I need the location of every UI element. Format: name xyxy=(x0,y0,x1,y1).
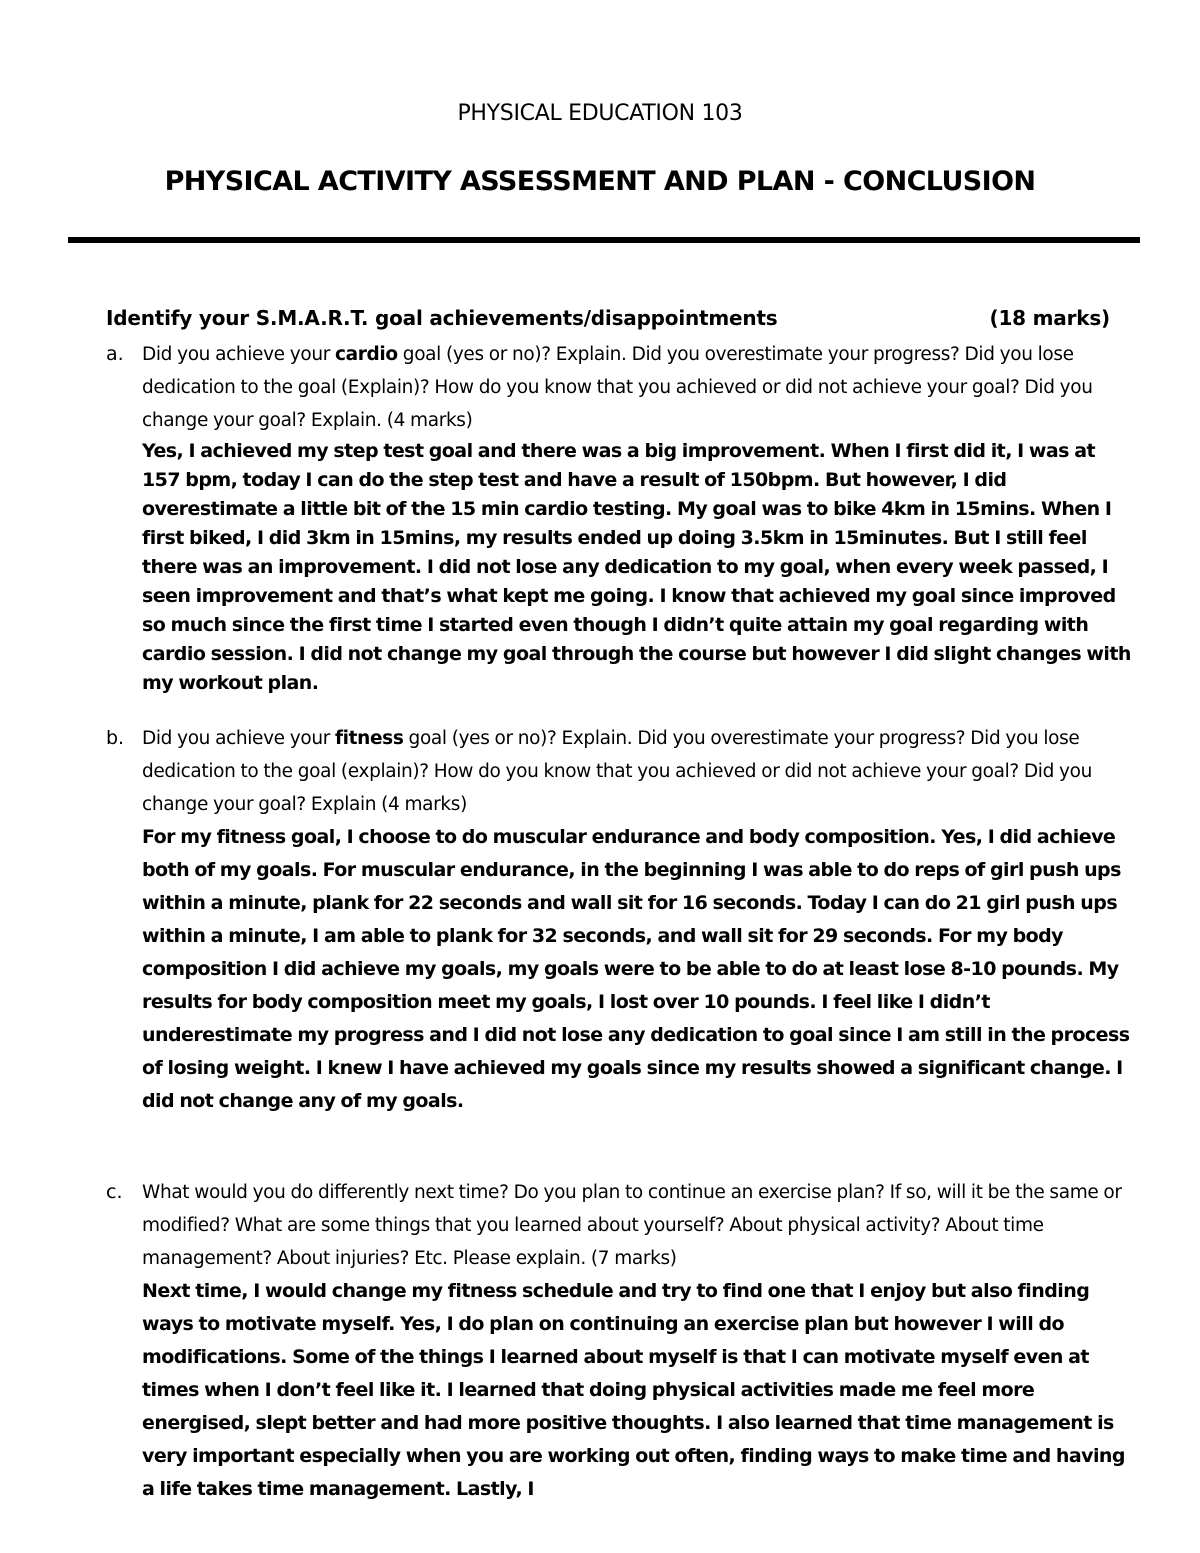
question-text xyxy=(142,722,1136,821)
answer-text: Yes, I achieved my step test goal and there was a big improvement. When I first did it, I was at 157 bpm, today I can do the step test and have a result of 150bpm. But however, I did overestimate a little bit of the 15 min cardio testing. My goal was to bike 4km in 15mins. When I first biked, I did 3km in 15mins, my results ended up doing 3.5km in 15minutes. But I still feel there was an improvement. I did not lose any dedication to my goal, when every week passed, I seen improvement and that’s what kept me going. I know that achieved my goal since improved so much since the first time I started even though I didn’t quite attain my goal regarding with cardio session. I did not change my goal through the course but however I did slight changes with my workout plan. xyxy=(142,440,1131,694)
question-text xyxy=(142,338,1136,437)
question-item-c xyxy=(106,1176,1136,1506)
question-text-start: Did you achieve your xyxy=(142,344,335,365)
document-title: PHYSICAL ACTIVITY ASSESSMENT AND PLAN - CONCLUSION xyxy=(164,166,1036,197)
item-letter: c. xyxy=(106,1181,123,1203)
question-item-a xyxy=(106,338,1136,698)
question-text-start: What would you do differently next time? Do you plan to continue an exercise plan? If so, will it be the same or modified? What are some things that you learned about yourself? About physical activity? About time management? About injuries? Etc. Please explain. (7 marks) xyxy=(142,1182,1122,1269)
item-letter: b. xyxy=(106,727,125,749)
section-heading-text: Identify your S.M.A.R.T. goal achievements/disappointments xyxy=(106,306,778,330)
answer-text: For my fitness goal, I choose to do muscular endurance and body composition. Yes, I did achieve both of my goals. For muscular endurance, in the beginning I was able to do reps of girl push ups within a minute, plank for 22 seconds and wall sit for 16 seconds. Today I can do 21 girl push ups within a minute, I am able to plank for 32 seconds, and wall sit for 29 seconds. For my body composition I did achieve my goals, my goals were to be able to do at least lose 8-10 pounds. My results for body composition meet my goals, I lost over 10 pounds. I feel like I didn’t underestimate my progress and I did not lose any dedication to goal since I am still in the process of losing weight. I knew I have achieved my goals since my results showed a significant change. I did not change any of my goals. xyxy=(142,826,1130,1112)
question-text-end: goal (yes or no)? Explain. Did you overestimate your progress? Did you lose dedication to the goal (Explain)? How do you know that you achieved or did not achieve your goal? Did you change your goal? Explain. (4 marks) xyxy=(142,344,1093,431)
answer-text: Next time, I would change my fitness schedule and try to find one that I enjoy but also finding ways to motivate myself. Yes, I do plan on continuing an exercise plan but however I will do modifications. Some of the things I learned about myself is that I can motivate myself even at times when I don’t feel like it. I learned that doing physical activities made me feel more energised, slept better and had more positive thoughts. I also learned that time management is very important especially when you are working out often, finding ways to make time and having a life takes time management. Lastly, I xyxy=(142,1280,1125,1500)
question-keyword: fitness xyxy=(334,728,404,749)
horizontal-divider xyxy=(68,237,1140,243)
section-heading xyxy=(106,303,1110,333)
item-letter: a. xyxy=(106,343,124,365)
question-text-start: Did you achieve your xyxy=(142,728,335,749)
section-marks: (18 marks) xyxy=(989,306,1110,330)
question-text-end: goal (yes or no)? Explain. Did you overestimate your progress? Did you lose dedication to the goal (explain)? How do you know that you achieved or did not achieve your goal? Did you change your goal? Explain (4 marks) xyxy=(142,728,1092,815)
question-item-b xyxy=(106,722,1136,1118)
course-title: PHYSICAL EDUCATION 103 xyxy=(457,101,743,126)
question-keyword: cardio xyxy=(334,344,398,365)
question-text xyxy=(142,1176,1136,1275)
